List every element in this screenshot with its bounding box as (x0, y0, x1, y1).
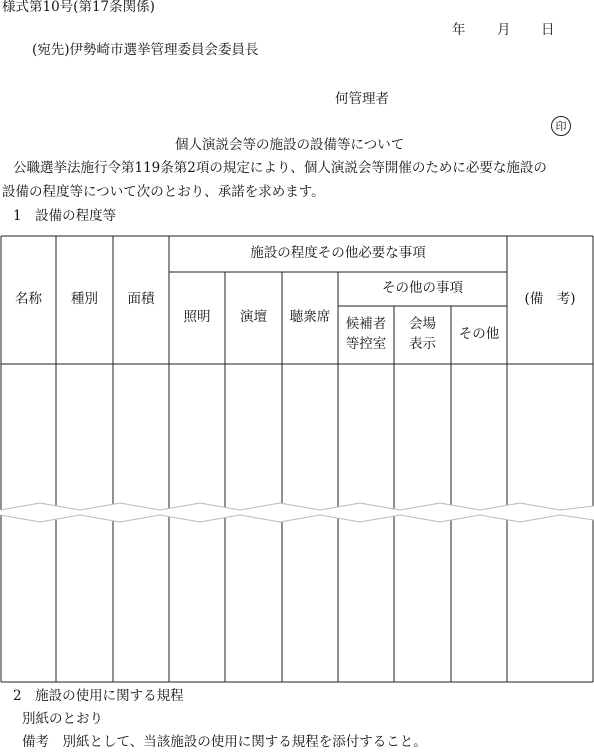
document-title: 個人演説会等の施設の設備等について (175, 137, 405, 153)
remarks-note: 備考 別紙として、当該施設の使用に関する規程を添付すること。 (22, 734, 427, 750)
body-text-line-1: 公職選挙法施行令第119条第2項の規定により、個人演説会等開催のために必要な施設の (13, 160, 547, 176)
date-year-label: 年 (452, 22, 466, 38)
form-number: 様式第10号(第17条関係) (2, 0, 155, 15)
date-day-label: 日 (541, 22, 555, 38)
col-header-lighting: 照明 (183, 309, 211, 326)
break-edge-top (0, 503, 594, 510)
col-header-remarks: (備 考) (524, 291, 576, 308)
col-header-area: 面積 (127, 291, 155, 308)
group-header-other: その他の事項 (382, 280, 463, 297)
seal-icon: 印 (551, 116, 571, 136)
section-2-body: 別紙のとおり (22, 711, 103, 727)
group-header-facility: 施設の程度その他必要な事項 (250, 245, 426, 262)
section-1-heading: 1 設備の程度等 (13, 208, 117, 224)
addressee: (宛先)伊勢崎市選挙管理委員会委員長 (32, 42, 259, 58)
col-header-type: 種別 (71, 291, 98, 308)
date-month-label: 月 (497, 22, 511, 38)
col-header-audience: 聴衆席 (289, 309, 331, 326)
break-edge-bottom (0, 515, 594, 522)
col-header-venue-sign: 会場 表示 (409, 316, 436, 352)
manager-label: 何管理者 (335, 91, 389, 107)
col-header-name: 名称 (15, 291, 42, 308)
section-2-heading: 2 施設の使用に関する規程 (13, 688, 184, 704)
body-text-line-2: 設備の程度等について次のとおり、承諾を求めます。 (2, 184, 325, 200)
col-header-waiting-room: 候補者 等控室 (345, 316, 387, 352)
col-header-other: その他 (458, 326, 500, 343)
col-header-podium: 演壇 (240, 309, 267, 326)
